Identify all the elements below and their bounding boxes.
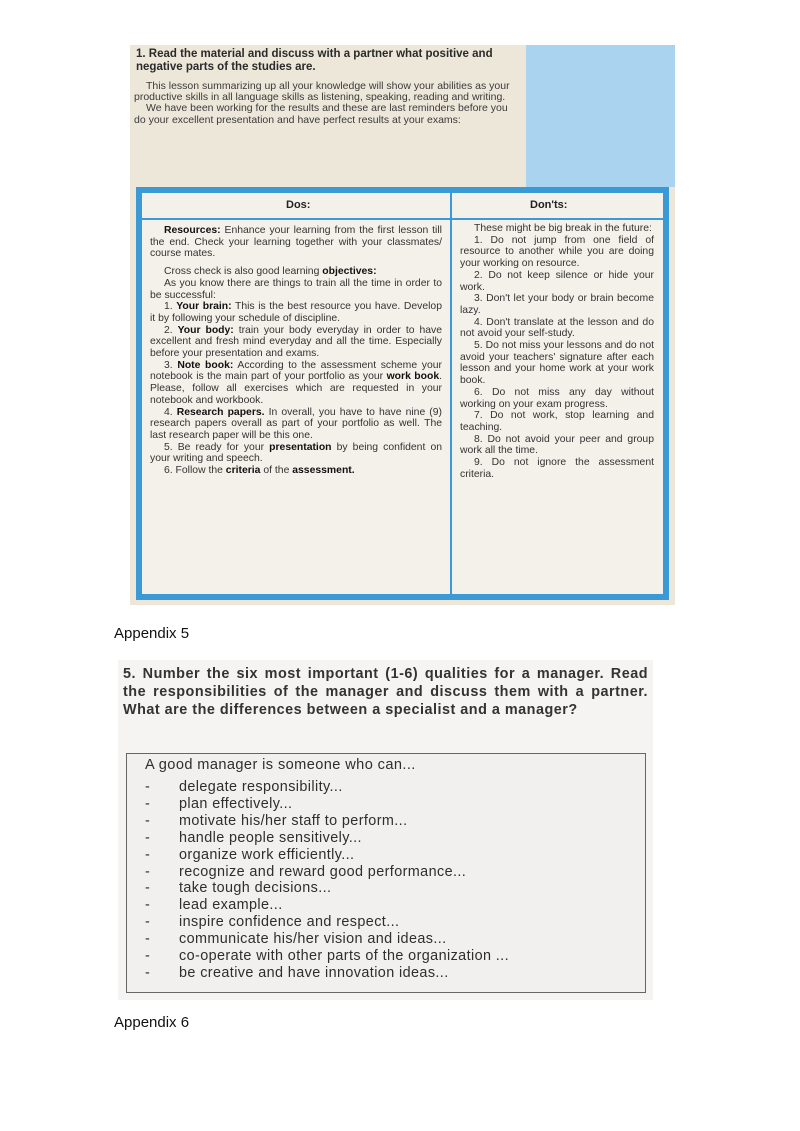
dos-item — [150, 301, 442, 324]
dash-bullet: - — [145, 931, 151, 948]
quality-text: recognize and reward good performance... — [179, 863, 467, 880]
dos-header: Dos: — [286, 199, 311, 211]
dash-bullet: - — [145, 829, 151, 846]
dos-column — [150, 225, 442, 477]
list-item — [145, 796, 645, 813]
dos-item — [150, 278, 442, 301]
list-item — [145, 965, 645, 982]
list-item — [145, 779, 645, 796]
dash-bullet: - — [145, 795, 151, 812]
quality-text: organize work efficiently... — [179, 846, 355, 863]
exercise-heading: 5. Number the six most important (1-6) qualities for a manager. Read the responsibilities of the manager and discuss them with a partner. What are the differences between a specialist and a manager? — [123, 666, 648, 718]
donts-item: 7. Do not work, stop learning and teaching. — [460, 410, 654, 433]
list-item — [145, 864, 645, 881]
list-item — [145, 948, 645, 965]
text-run: In overall, you have to have nine (9) research papers overall as part of your portfolio as well. The last research paper will be this one. — [150, 406, 442, 441]
textbook-scan-dos-donts — [130, 45, 675, 605]
dos-item — [150, 407, 442, 442]
dos-item — [150, 360, 442, 407]
donts-column — [460, 223, 654, 480]
donts-item: 3. Don't let your body or brain become lazy. — [460, 293, 654, 316]
quality-text: motivate his/her staff to perform... — [179, 812, 408, 829]
list-item — [145, 914, 645, 931]
column-divider — [450, 193, 452, 594]
quality-text: delegate responsibility... — [179, 779, 343, 795]
bold-term: Your brain: — [176, 301, 232, 313]
text-run: train your body everyday in order to have excellent and fresh mind everyday and all the time. Especially before your presentation and exams. — [150, 324, 442, 360]
donts-item: 8. Do not avoid your peer and group work all the time. — [460, 433, 654, 457]
quality-text: communicate his/her vision and ideas... — [179, 931, 447, 948]
text-run: 3. — [164, 359, 178, 371]
text-run: As you know there are things to train all the time in order to be successful: — [150, 277, 442, 301]
text-run: 4. — [164, 406, 177, 418]
dos-item — [150, 442, 442, 465]
donts-item: 4. Don't translate at the lesson and do not avoid your self-study. — [460, 316, 654, 340]
dash-bullet: - — [145, 914, 151, 931]
dash-bullet: - — [145, 863, 151, 880]
dos-item — [150, 465, 442, 477]
appendix-caption: Appendix 6 — [114, 1014, 190, 1031]
dos-item — [150, 325, 442, 360]
donts-item: These might be big break in the future: — [474, 223, 652, 234]
dash-bullet: - — [145, 948, 151, 965]
intro-paragraph: We have been working for the results and these are last reminders before you do your excellent presentation and have perfect results at your exams: — [134, 102, 508, 126]
bold-term: assessment. — [292, 465, 355, 477]
bold-term: Resources: — [164, 225, 221, 236]
dos-item — [150, 225, 442, 260]
text-run: Enhance your learning from the first lesson till the end. Check your learning together with your classmates/ course mates. — [150, 225, 442, 260]
text-run: According to the assessment scheme your notebook is the main part of your portfolio as your — [150, 359, 442, 383]
list-item — [145, 813, 645, 830]
donts-item: 1. Do not jump from one field of resource to another while you are doing your working on resource. — [460, 234, 654, 270]
table-inner — [142, 193, 663, 594]
dash-bullet: - — [145, 897, 151, 914]
text-run: 1. — [164, 301, 177, 313]
intro-text — [134, 81, 512, 126]
dash-bullet: - — [145, 779, 151, 795]
donts-item: 2. Do not keep silence or hide your work. — [460, 269, 654, 293]
donts-item: 6. Do not miss any day without working on your exam progress. — [460, 386, 654, 410]
text-run: . Please, follow all exercises which are requested in your notebook and workbook. — [150, 371, 442, 406]
dash-bullet: - — [145, 846, 151, 863]
list-item — [145, 897, 645, 914]
text-run: Cross check is also good learning — [164, 266, 323, 278]
text-run: 2. — [164, 324, 178, 336]
text-run: of the — [260, 465, 293, 477]
intro-paragraph: This lesson summarizing up all your knowledge will show your abilities as your productive skills in all language skills as listening, speaking, reading and writing. — [134, 80, 510, 104]
quality-text: take tough decisions... — [179, 880, 332, 897]
bold-term: presentation — [269, 441, 332, 453]
qualities-box — [126, 753, 646, 993]
dash-bullet: - — [145, 964, 151, 981]
bold-term: Your body: — [177, 324, 234, 336]
blue-margin — [526, 45, 675, 187]
dos-donts-table — [136, 187, 669, 600]
quality-text: plan effectively... — [179, 795, 293, 812]
list-item — [145, 847, 645, 864]
text-run: 6. Follow the — [164, 465, 226, 477]
donts-header: Don'ts: — [530, 199, 568, 211]
bold-term: Note book: — [177, 359, 234, 371]
list-item — [145, 880, 645, 897]
list-item — [145, 830, 645, 847]
donts-item: 5. Do not miss your lessons and do not avoid your teachers' signature after each lesson and your home work at your work book. — [460, 340, 654, 387]
dos-item — [150, 266, 442, 278]
text-run: 5. Be ready for your — [164, 441, 270, 453]
box-lead: A good manager is someone who can... — [145, 757, 416, 773]
bold-term: objectives: — [322, 266, 377, 278]
exercise-heading: 1. Read the material and discuss with a partner what positive and negative parts of the studies are. — [136, 48, 493, 73]
dash-bullet: - — [145, 880, 151, 897]
bold-term: Research papers. — [176, 406, 265, 418]
qualities-list — [145, 779, 645, 982]
quality-text: co-operate with other parts of the organization ... — [179, 948, 509, 965]
text-run: This is the best resource you have. Develop it by following your schedule of discipline. — [150, 301, 442, 324]
list-item — [145, 931, 645, 948]
appendix-caption: Appendix 5 — [114, 625, 190, 642]
textbook-scan-manager-qualities — [118, 660, 653, 1000]
dash-bullet: - — [145, 812, 151, 829]
quality-text: inspire confidence and respect... — [179, 914, 400, 931]
quality-text: handle people sensitively... — [179, 829, 362, 846]
quality-text: be creative and have innovation ideas... — [179, 964, 449, 981]
bold-term: criteria — [225, 465, 261, 477]
header-divider — [142, 218, 663, 220]
donts-item: 9. Do not ignore the assessment criteria. — [460, 457, 654, 480]
text-run: by being confident on your writing and speech. — [150, 441, 442, 465]
quality-text: lead example... — [179, 897, 283, 914]
bold-term: work book — [386, 371, 440, 383]
